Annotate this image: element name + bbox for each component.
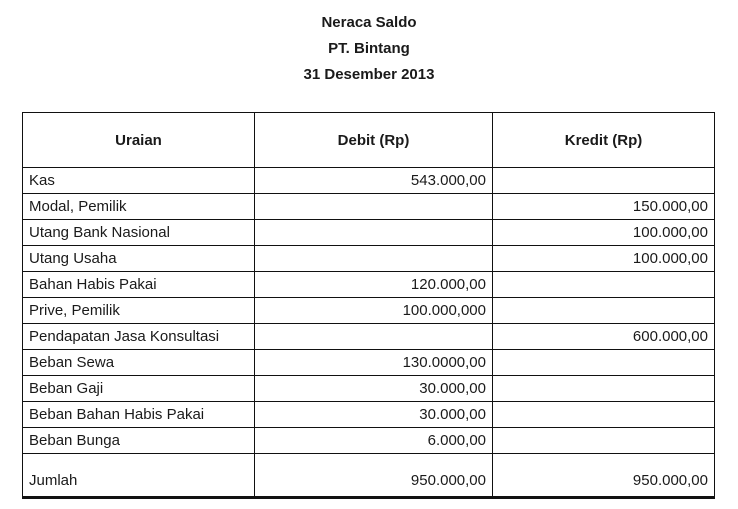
cell-debit <box>255 194 493 220</box>
cell-uraian: Beban Bahan Habis Pakai <box>23 402 255 428</box>
cell-debit: 30.000,00 <box>255 402 493 428</box>
table-row <box>23 272 715 298</box>
table-row <box>23 194 715 220</box>
total-row <box>23 454 715 498</box>
column-header-kredit: Kredit (Rp) <box>493 113 715 168</box>
column-header-uraian: Uraian <box>23 113 255 168</box>
cell-kredit: 600.000,00 <box>493 324 715 350</box>
cell-kredit <box>493 428 715 454</box>
total-label: Jumlah <box>23 454 255 498</box>
cell-debit: 100.000,000 <box>255 298 493 324</box>
cell-kredit <box>493 168 715 194</box>
cell-kredit: 150.000,00 <box>493 194 715 220</box>
cell-kredit <box>493 272 715 298</box>
company-name: PT. Bintang <box>328 40 410 57</box>
table-row <box>23 168 715 194</box>
cell-uraian: Prive, Pemilik <box>23 298 255 324</box>
cell-debit: 130.0000,00 <box>255 350 493 376</box>
cell-kredit: 100.000,00 <box>493 220 715 246</box>
cell-debit <box>255 246 493 272</box>
table-row <box>23 402 715 428</box>
cell-kredit <box>493 350 715 376</box>
cell-uraian: Utang Usaha <box>23 246 255 272</box>
total-kredit: 950.000,00 <box>493 454 715 498</box>
cell-kredit <box>493 376 715 402</box>
title-block <box>0 10 738 88</box>
table-row <box>23 246 715 272</box>
cell-kredit: 100.000,00 <box>493 246 715 272</box>
cell-kredit <box>493 298 715 324</box>
cell-uraian: Beban Gaji <box>23 376 255 402</box>
cell-uraian: Modal, Pemilik <box>23 194 255 220</box>
cell-debit: 30.000,00 <box>255 376 493 402</box>
cell-debit <box>255 220 493 246</box>
table-row <box>23 428 715 454</box>
cell-uraian: Beban Bunga <box>23 428 255 454</box>
cell-uraian: Pendapatan Jasa Konsultasi <box>23 324 255 350</box>
cell-uraian: Kas <box>23 168 255 194</box>
cell-uraian: Beban Sewa <box>23 350 255 376</box>
cell-kredit <box>493 402 715 428</box>
table-row <box>23 298 715 324</box>
cell-debit <box>255 324 493 350</box>
column-header-debit: Debit (Rp) <box>255 113 493 168</box>
cell-debit: 6.000,00 <box>255 428 493 454</box>
cell-uraian: Bahan Habis Pakai <box>23 272 255 298</box>
cell-debit: 543.000,00 <box>255 168 493 194</box>
report-title: Neraca Saldo <box>321 14 417 31</box>
cell-uraian: Utang Bank Nasional <box>23 220 255 246</box>
report-date: 31 Desember 2013 <box>303 66 435 83</box>
trial-balance-table <box>22 112 715 499</box>
table-row <box>23 350 715 376</box>
total-debit: 950.000,00 <box>255 454 493 498</box>
table-row <box>23 220 715 246</box>
table-header-row <box>23 113 715 168</box>
table-row <box>23 324 715 350</box>
cell-debit: 120.000,00 <box>255 272 493 298</box>
table-row <box>23 376 715 402</box>
